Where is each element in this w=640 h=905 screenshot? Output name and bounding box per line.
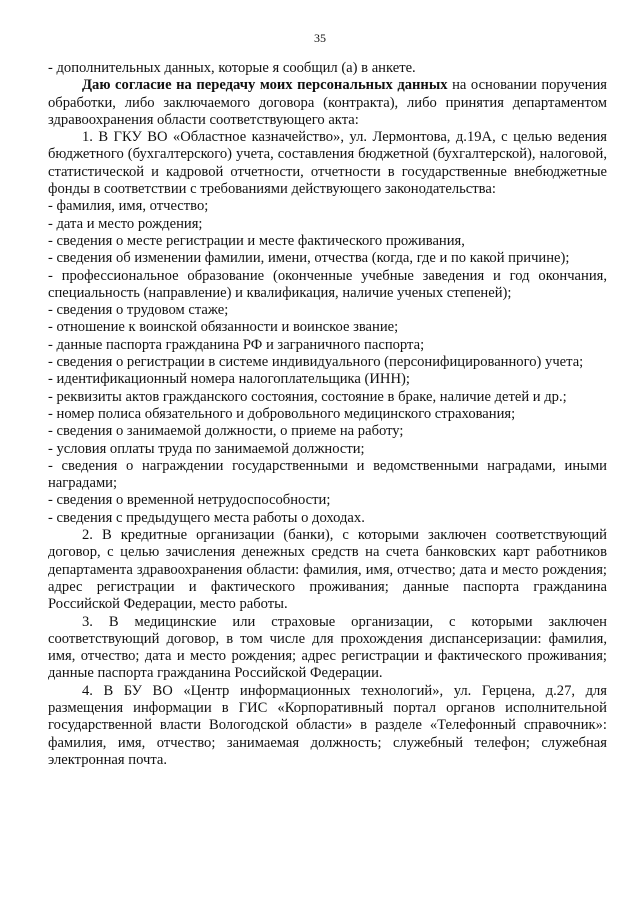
list-item: - реквизиты актов гражданского состояния, состояние в браке, наличие детей и др.;: [48, 388, 567, 405]
list-item: - условия оплаты труда по занимаемой должности;: [48, 440, 365, 457]
list-item: - фамилия, имя, отчество;: [48, 198, 209, 215]
list-item: - сведения о награждении государственными и ведомственными наградами, иными наградами;: [48, 457, 607, 492]
opening-line: - дополнительных данных, которые я сообщил (а) в анкете.: [48, 60, 416, 76]
list-item: - сведения о трудовом стаже;: [48, 302, 229, 319]
page-number: 35: [314, 31, 326, 45]
list-item: - сведения с предыдущего места работы о доходах.: [48, 509, 365, 526]
section-4-paragraph: 4. В БУ ВО «Центр информационных технологий», ул. Герцена, д.27, для размещения информации в ГИС «Корпоративный портал органов исполнительной государственной власти Вологодской области» в разделе «Телефонный справочник»: фамилия, имя, отчество; занимаемая должность; служебный телефон; служебная электронная почта.: [48, 682, 607, 768]
list-item: - профессиональное образование (оконченные учебные заведения и год окончания, специальность (направление) и квалификация, наличие ученых степеней);: [48, 267, 607, 301]
list-item: - сведения об изменении фамилии, имени, отчества (когда, где и по какой причине);: [48, 250, 570, 267]
list-item: - идентификационный номера налогоплательщика (ИНН);: [48, 371, 410, 388]
list-item: - данные паспорта гражданина РФ и заграничного паспорта;: [48, 336, 425, 353]
document-body: [48, 60, 607, 769]
consent-text: на основании поручения обработки, либо заключаемого договора (контракта), либо принятия департаментом здравоохранения области соответствующего акта:: [48, 77, 607, 128]
list-item: - дата и место рождения;: [48, 215, 203, 232]
section-1-intro: 1. В ГКУ ВО «Областное казначейство», ул. Лермонтова, д.19А, с целью ведения бюджетного (бухгалтерского) учета, составления бюджетной (бухгалтерской), налоговой, статистической и кадровой отчетности, отчетности в государственные внебюджетные фонды в соответствии с требованиями действующего законодательства:: [48, 129, 607, 198]
list-item: - сведения о занимаемой должности, о приеме на работу;: [48, 423, 404, 440]
list-item: - отношение к воинской обязанности и воинское звание;: [48, 319, 399, 336]
consent-paragraph: [48, 77, 607, 129]
section-2-paragraph: 2. В кредитные организации (банки), с которыми заключен соответствующий договор, с целью зачисления денежных средств на счета банковских карт работников департамента здравоохранения области: фамилия, имя, отчество; дата и место рождения; адрес регистрации и фактического проживания; данные паспорта гражданина Российской Федерации, место работы.: [48, 527, 607, 613]
list-item: - сведения о регистрации в системе индивидуального (персонифицированного) учета;: [48, 354, 584, 371]
list-item: - сведения о месте регистрации и месте фактического проживания,: [48, 232, 465, 249]
list-item: - номер полиса обязательного и добровольного медицинского страхования;: [48, 405, 516, 422]
consent-bold-text: Даю согласие на передачу моих персональных данных: [82, 77, 448, 94]
section-3-paragraph: 3. В медицинские или страховые организации, с которыми заключен соответствующий договор, в том числе для прохождения диспансеризации: фамилия, имя, отчество; дата и место рождения; адрес регистрации и фактического проживания; данные паспорта гражданина Российской Федерации.: [48, 613, 607, 682]
section-1-list: [48, 198, 607, 527]
list-item: - сведения о временной нетрудоспособности;: [48, 492, 331, 509]
